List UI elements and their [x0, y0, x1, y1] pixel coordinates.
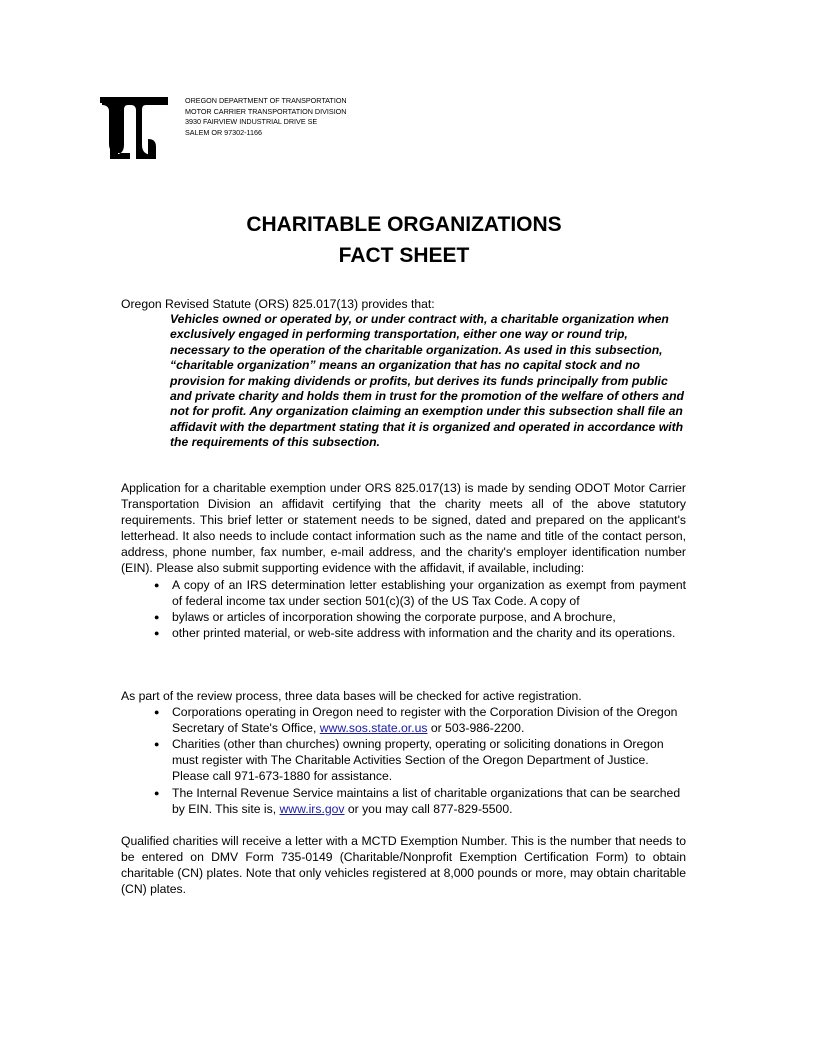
- list-item: ● other printed material, or web-site address with information and the charity and its operations.: [154, 625, 676, 640]
- sos-link[interactable]: www.sos.state.or.us: [319, 721, 428, 736]
- list-item: ● bylaws or articles of incorporation showing the corporate purpose, and A brochure,: [154, 609, 616, 624]
- bullet-icon: ●: [154, 787, 160, 798]
- review-section: [121, 688, 686, 817]
- statute-quote: Vehicles owned or operated by, or under contract with, a charitable organization when exclusively engaged in performing transportation, either one way or round trip, necessary to the operation of the charitable organization. As used in this subsection, “charitable organization” means an organization that has no capital stock and no provision for making dividends or profits, but derives its funds principally from public and private charity and holds them in trust for the promotion of the welfare of others and not for profit. Any organization claiming an exemption under this subsection shall file an affidavit with the department stating that it is organized and operated in accordance with the requirements of this subsection.: [170, 312, 684, 450]
- address-line: 3930 FAIRVIEW INDUSTRIAL DRIVE SE: [185, 117, 318, 126]
- list-item: ● A copy of an IRS determination letter establishing your organization as exempt from payment of federal income tax under section 501(c)(3) of the US Tax Code. A copy of: [154, 577, 686, 608]
- database-list: [121, 704, 686, 817]
- intro-text: Oregon Revised Statute (ORS) 825.017(13) provides that:: [121, 297, 435, 311]
- agency-address: [185, 96, 347, 138]
- bullet-icon: ●: [154, 611, 160, 622]
- evidence-list: [121, 577, 686, 641]
- application-section: [121, 480, 686, 641]
- bullet-icon: ●: [154, 627, 160, 638]
- bullet-icon: ●: [154, 579, 160, 590]
- address-line: MOTOR CARRIER TRANSPORTATION DIVISION: [185, 106, 347, 116]
- qualified-paragraph: Qualified charities will receive a letter with a MCTD Exemption Number. This is the number that needs to be entered on DMV Form 735-0149 (Charitable/Nonprofit Exemption Certification Form) to obtain charitable (CN) plates. Note that only vehicles registered at 8,000 pounds or more, may obtain charitable (CN) plates.: [121, 834, 686, 897]
- irs-link[interactable]: www.irs.gov: [279, 801, 345, 816]
- page-subtitle: FACT SHEET: [338, 244, 470, 267]
- review-paragraph: As part of the review process, three data bases will be checked for active registration.: [121, 689, 582, 703]
- application-paragraph: Application for a charitable exemption under ORS 825.017(13) is made by sending ODOT Motor Carrier Transportation Division an affidavit certifying that the charity meets all of the above statutory requirements. This brief letter or statement needs to be signed, dated and prepared on the applicant's letterhead. It also needs to include contact information such as the name and title of the contact person, address, phone number, fax number, e-mail address, and the charity's employer identification number (EIN). Please also submit supporting evidence with the affidavit, if available, including:: [121, 481, 686, 576]
- address-line: SALEM OR 97302-1166: [185, 127, 262, 137]
- list-item: ● Corporations operating in Oregon need to register with the Corporation Division of the Oregon Secretary of State's Office, www.sos.state.or.us or 503-986-2200.: [154, 705, 678, 736]
- list-item: ● Charities (other than churches) owning property, operating or soliciting donations in Oregon must register with The Charitable Activities Section of the Oregon Department of Justice. Please call 971-673-1880 for assistance.: [154, 737, 664, 784]
- bullet-icon: ●: [154, 739, 160, 750]
- page-title: CHARITABLE ORGANIZATIONS: [246, 213, 562, 236]
- odot-logo-icon: [100, 97, 170, 159]
- address-line: OREGON DEPARTMENT OF TRANSPORTATION: [185, 96, 347, 105]
- list-item: ● The Internal Revenue Service maintains a list of charitable organizations that can be searched by EIN. This site is, www.irs.gov or you may call 877-829-5500.: [154, 785, 681, 816]
- bullet-icon: ●: [154, 707, 160, 718]
